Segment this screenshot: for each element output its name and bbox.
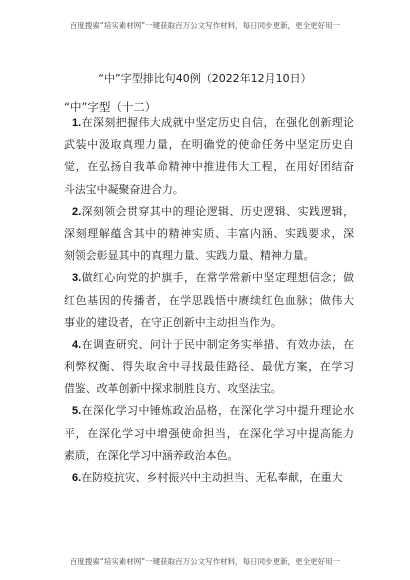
paragraph-4-line-1 bbox=[64, 334, 354, 356]
paragraph-text: 事业的建设者，在守正创新中主动担当作为。 bbox=[64, 315, 282, 329]
paragraph-number: 4. bbox=[72, 338, 82, 351]
paragraph-text: 借鉴、改革创新中探求制胜良方、攻坚法宝。 bbox=[64, 382, 282, 396]
paragraph-text: 刻领会彰显其中的真理力量、实践力量、精神力量。 bbox=[64, 249, 315, 263]
paragraph-1-line-4 bbox=[64, 179, 354, 201]
paragraph-text: 在深化学习中锤炼政治品格，在深化学习中提升理论水 bbox=[81, 404, 354, 418]
paragraph-text: 在深刻把握伟大成就中坚定历史自信，在强化创新理论 bbox=[81, 116, 354, 129]
paragraph-5-line-1 bbox=[64, 400, 354, 422]
paragraph-3-line-1 bbox=[64, 267, 354, 289]
paragraph-text: 斗法宝中凝聚奋进合力。 bbox=[64, 182, 184, 196]
header-note: 百度搜索“培实素材网”一键获取百万公文写作材料，每日同步更新，更全更好用一 bbox=[69, 21, 341, 30]
paragraph-3-line-2 bbox=[64, 290, 354, 312]
paragraph-number: 5. bbox=[72, 405, 82, 418]
paragraph-4-line-3 bbox=[64, 378, 354, 400]
footer-note: 百度搜索“培实素材网”一键获取百万公文写作材料，每日同步更新，更全更好用一 bbox=[69, 557, 341, 566]
paragraph-5-line-2 bbox=[64, 423, 354, 445]
paragraph-text: 深刻理解蕴含其中的精神实质、丰富内涵、实践要求，深 bbox=[64, 226, 354, 240]
paragraph-text: 红色基因的传播者，在学思践悟中赓续红色血脉；做伟大 bbox=[64, 293, 354, 307]
paragraph-text: 武装中汲取真理力量，在明确党的使命任务中坚定历史自 bbox=[64, 138, 354, 152]
paragraph-5-line-3 bbox=[64, 445, 354, 467]
paragraph-text: 平，在深化学习中增强使命担当，在深化学习中提高能力 bbox=[64, 426, 354, 440]
paragraph-text: 在调查研究、问计于民中制定务实举措、有效办法，在 bbox=[81, 337, 354, 351]
paragraph-6-line-1 bbox=[64, 467, 354, 489]
paragraph-2-line-3 bbox=[64, 245, 354, 267]
paragraph-text: 素质，在深化学习中涵养政治本色。 bbox=[64, 448, 239, 462]
paragraph-1-line-1 bbox=[64, 112, 354, 134]
document-title: “中”字型排比句40例（2022年12月10日） bbox=[98, 72, 312, 85]
paragraph-text: 做红心向党的护旗手，在常学常新中坚定理想信念；做 bbox=[81, 271, 354, 285]
paragraph-number: 2. bbox=[72, 205, 82, 218]
document-body bbox=[64, 112, 354, 489]
section-heading: “中”字型（十二） bbox=[64, 100, 157, 114]
paragraph-1-line-3 bbox=[64, 156, 354, 178]
paragraph-3-line-3 bbox=[64, 312, 354, 334]
paragraph-2-line-2 bbox=[64, 223, 354, 245]
paragraph-number: 3. bbox=[72, 272, 82, 285]
paragraph-text: 深刻领会贯穿其中的理论逻辑、历史逻辑、实践逻辑， bbox=[81, 204, 354, 218]
paragraph-text: 在防疫抗灾、乡村振兴中主动担当、无私奉献，在重大 bbox=[81, 471, 343, 484]
paragraph-number: 1. bbox=[72, 117, 82, 129]
paragraph-2-line-1 bbox=[64, 201, 354, 223]
paragraph-4-line-2 bbox=[64, 356, 354, 378]
paragraph-1-line-2 bbox=[64, 134, 354, 156]
paragraph-text: 利弊权衡、得失取舍中寻找最佳路径、最优方案，在学习 bbox=[64, 360, 354, 374]
paragraph-number: 6. bbox=[72, 472, 82, 484]
paragraph-text: 觉，在弘扬自我革命精神中推进伟大工程，在用好团结奋 bbox=[64, 160, 354, 174]
